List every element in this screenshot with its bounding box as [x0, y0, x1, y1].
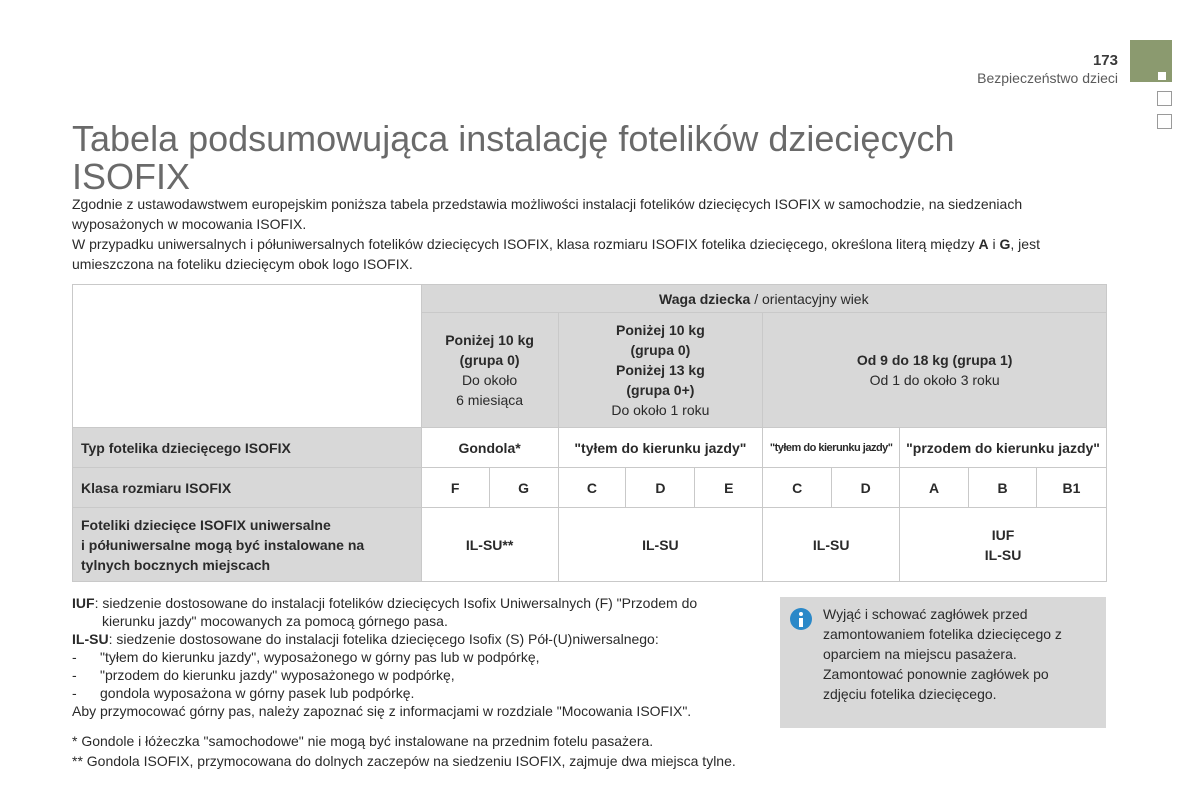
note-ilsu	[72, 630, 772, 648]
table-row	[73, 285, 1107, 313]
note-text: : siedzenie dostosowane do instalacji fotelików dziecięcych Isofix Uniwersalnych (F) "Przodem do	[94, 595, 698, 611]
group-header-line: Od 1 do około 3 roku	[869, 372, 1000, 388]
table-row	[73, 468, 1107, 508]
table-cell-line: IL-SU	[984, 546, 1022, 563]
table-cell: "tyłem do kierunku jazdy"	[558, 428, 763, 468]
group-header-line: Od 9 do 18 kg (grupa 1)	[856, 352, 1013, 368]
list-item-text: gondola wyposażona w górny pasek lub podpórkę.	[100, 685, 415, 701]
footnote-2: ** Gondola ISOFIX, przymocowana do dolnych zaczepów na siedzeniu ISOFIX, zajmuje dwa miejsca tylne.	[72, 753, 736, 769]
table-cell: C	[763, 468, 832, 508]
row-label-line: tylnych bocznych miejscach	[81, 556, 271, 573]
table-cell: B1	[1036, 468, 1106, 508]
group-header-line: Poniżej 13 kg	[616, 362, 705, 378]
info-icon	[790, 608, 812, 630]
weight-header-rest: / orientacyjny wiek	[750, 290, 869, 307]
page-title: Tabela podsumowująca instalację fotelików dziecięcych ISOFIX	[72, 118, 955, 197]
table-cell: B	[969, 468, 1037, 508]
list-item	[72, 684, 772, 702]
table-cell: G	[489, 468, 558, 508]
group-header-line: Do około	[461, 372, 518, 388]
group-header-line: (grupa 0+)	[626, 382, 695, 398]
chapter-tab-box	[1157, 114, 1172, 129]
note-last: Aby przymocować górny pas, należy zapoznać się z informacjami w rozdziale "Mocowania ISOFIX".	[72, 703, 692, 719]
list-item-text: "tyłem do kierunku jazdy", wyposażonego w górny pas lub w podpórkę,	[100, 649, 540, 665]
group-header-cell	[421, 313, 558, 428]
note-iuf	[72, 594, 772, 612]
intro-paragraph-1: Zgodnie z ustawodawstwem europejskim poniższa tabela przedstawia możliwości instalacji fotelików dziecięcych ISOFIX w samochodzie, na siedzeniach wyposażonych w mocowania ISOFIX.	[72, 196, 1023, 232]
row-label-type: Typ fotelika dziecięcego ISOFIX	[73, 428, 422, 468]
list-dash: -	[72, 685, 77, 701]
table-cell-line: IUF	[991, 526, 1015, 543]
group-header-line: Poniżej 10 kg	[616, 322, 705, 338]
note-iuf-cont: kierunku jazdy" mocowanych za pomocą górnego pasa.	[102, 613, 448, 629]
table-cell: D	[832, 468, 900, 508]
table-cell: C	[558, 468, 626, 508]
table-cell: IL-SU	[763, 508, 900, 582]
group-header-cell	[763, 313, 1107, 428]
chapter-tab-box	[1157, 91, 1172, 106]
row-label-line: i półuniwersalne mogą być instalowane na	[81, 536, 365, 553]
intro-text-span: , jest umieszczona na foteliku dziecięcym obok logo ISOFIX.	[72, 236, 1040, 272]
legend-notes	[72, 594, 772, 720]
table-cell: F	[421, 468, 489, 508]
table-cell: A	[900, 468, 969, 508]
intro-paragraph-2	[72, 234, 1112, 274]
note-text: : siedzenie dostosowane do instalacji fotelika dziecięcego Isofix (S) Pół-(U)niwersalnego:	[108, 631, 659, 647]
group-header-line: 6 miesiąca	[456, 392, 524, 408]
note-key: IUF	[72, 595, 95, 611]
table-cell: IL-SU	[558, 508, 763, 582]
section-title: Bezpieczeństwo dzieci	[977, 70, 1118, 86]
group-header-line: (grupa 0)	[459, 352, 520, 368]
chapter-tab-active	[1130, 40, 1172, 82]
table-cell	[900, 508, 1107, 582]
row-label-seats	[73, 508, 422, 582]
chapter-tab-marker	[1158, 72, 1166, 80]
row-label-class: Klasa rozmiaru ISOFIX	[73, 468, 422, 508]
letter-a: A	[978, 236, 989, 252]
info-icon-stem	[799, 618, 803, 627]
info-box	[780, 597, 1106, 728]
info-icon-dot	[799, 612, 803, 616]
list-dash: -	[72, 649, 77, 665]
group-header-cell	[558, 313, 763, 428]
table-row	[73, 508, 1107, 582]
row-label-line: Foteliki dziecięce ISOFIX uniwersalne	[81, 516, 331, 533]
group-header-line: Do około 1 roku	[611, 402, 710, 418]
letter-g: G	[999, 236, 1011, 252]
weight-header-bold: Waga dziecka	[659, 290, 751, 307]
list-dash: -	[72, 667, 77, 683]
list-item	[72, 666, 772, 684]
intro-text-span: W przypadku uniwersalnych i półuniwersalnych fotelików dziecięcych ISOFIX, klasa rozmiaru ISOFIX fotelika dziecięcego, określona literą między	[72, 236, 979, 252]
info-text: Wyjąć i schować zagłówek przed zamontowaniem fotelika dziecięcego z oparciem na miejscu pasażera. Zamontować ponownie zagłówek po zdjęciu fotelika dziecięcego.	[823, 606, 1062, 702]
note-key: IL-SU	[72, 631, 109, 647]
table-cell: IL-SU**	[421, 508, 558, 582]
table-cell: E	[695, 468, 763, 508]
intro-text	[72, 194, 1112, 274]
intro-text-span: i	[988, 236, 1000, 252]
weight-header	[421, 285, 1106, 313]
table-corner-cell	[73, 285, 422, 428]
table-cell: "przodem do kierunku jazdy"	[900, 428, 1107, 468]
table-cell: "tyłem do kierunku jazdy"	[763, 428, 900, 468]
isofix-table	[72, 284, 1107, 582]
page-number: 173	[1092, 52, 1118, 69]
group-header-line: Poniżej 10 kg	[445, 332, 534, 348]
footnote-1: * Gondole i łóżeczka "samochodowe" nie mogą być instalowane na przednim fotelu pasażera.	[72, 733, 654, 749]
list-item	[72, 648, 772, 666]
list-item-text: "przodem do kierunku jazdy" wyposażonego w podpórkę,	[100, 667, 455, 683]
table-cell: D	[626, 468, 695, 508]
group-header-line: (grupa 0)	[630, 342, 691, 358]
table-cell: Gondola*	[421, 428, 558, 468]
table-row	[73, 428, 1107, 468]
footnotes	[72, 731, 972, 771]
